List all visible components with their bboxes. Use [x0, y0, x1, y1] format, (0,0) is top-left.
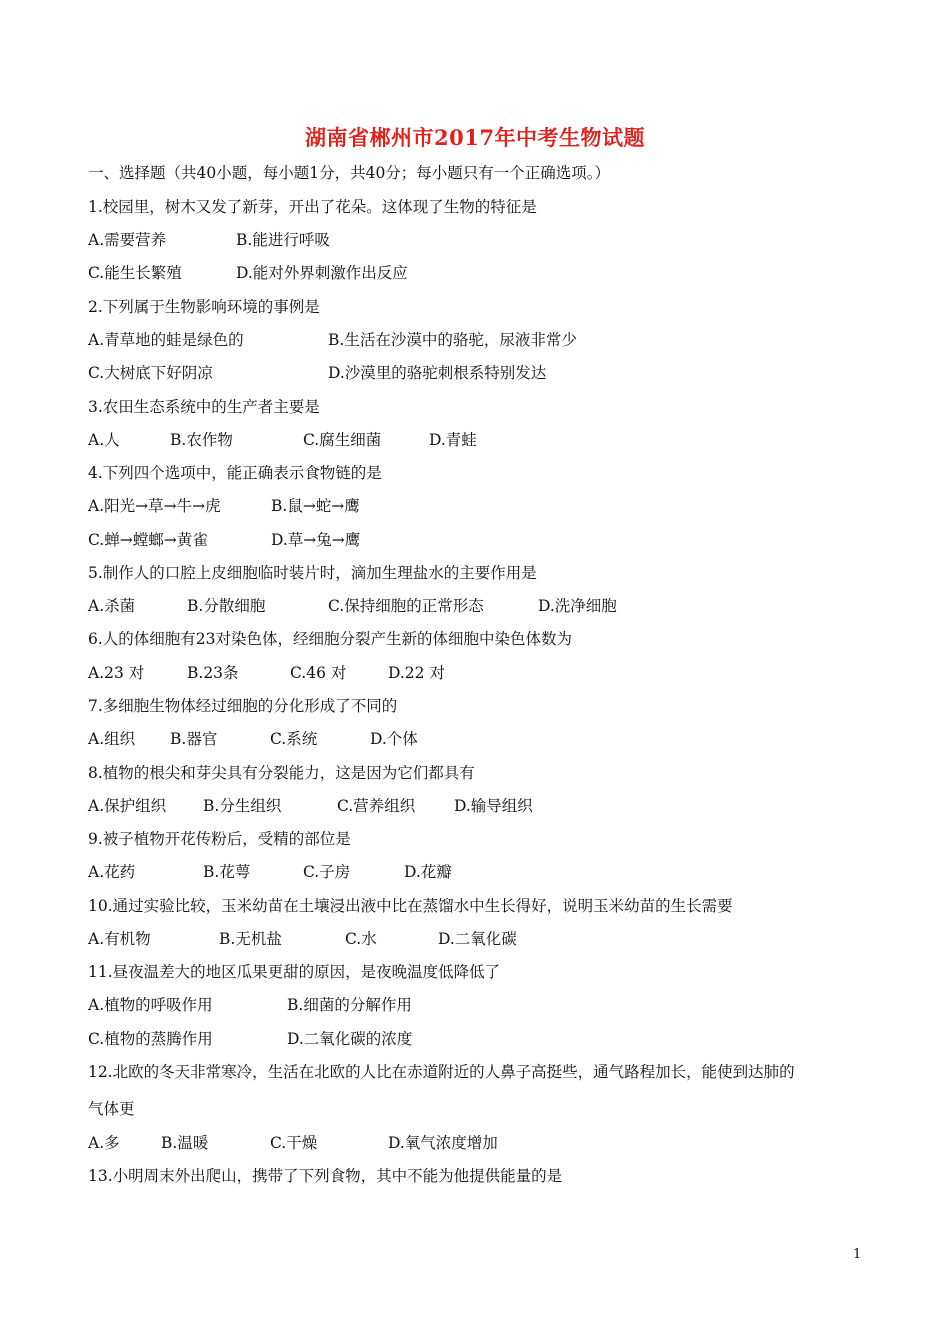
option: D.花瓣 [404, 863, 452, 881]
option: D.沙漠里的骆驼刺根系特别发达 [328, 364, 547, 382]
option: C.能生长繁殖 [88, 264, 182, 282]
option: B.细菌的分解作用 [287, 996, 412, 1014]
question-stem: 7.多细胞生物体经过细胞的分化形成了不同的 [88, 697, 398, 715]
option: A.杀菌 [88, 597, 136, 615]
option: D.二氧化碳的浓度 [287, 1030, 413, 1048]
option: C.水 [345, 930, 377, 948]
option: B.分散细胞 [187, 597, 266, 615]
option: C.蝉→螳螂→黄雀 [88, 531, 208, 549]
option: B.器官 [170, 730, 218, 748]
option: B.无机盐 [219, 930, 282, 948]
question-stem: 12.北欧的冬天非常寒冷，生活在北欧的人比在赤道附近的人鼻子高挺些，通气路程加长，能使到达肺的 [88, 1063, 795, 1081]
option: B.花萼 [203, 863, 251, 881]
option: C.植物的蒸腾作用 [88, 1030, 213, 1048]
option: B.农作物 [170, 431, 233, 449]
option: A.花药 [88, 863, 136, 881]
option: B.生活在沙漠中的骆驼，尿液非常少 [328, 331, 577, 349]
option: B.23条 [187, 664, 239, 682]
option: A.阳光→草→牛→虎 [88, 497, 221, 515]
option: C.大树底下好阴凉 [88, 364, 213, 382]
option: C.营养组织 [337, 797, 416, 815]
option: A.青草地的蛙是绿色的 [88, 331, 244, 349]
page-title: 湖南省郴州市2017年中考生物试题 [305, 125, 645, 150]
question-stem-continued: 气体更 [88, 1100, 135, 1118]
option: B.能进行呼吸 [236, 231, 330, 249]
option: B.鼠→蛇→鹰 [271, 497, 360, 515]
question-stem: 1.校园里，树木又发了新芽，开出了花朵。这体现了生物的特征是 [88, 198, 537, 216]
question-stem: 10.通过实验比较，玉米幼苗在土壤浸出液中比在蒸馏水中生长得好，说明玉米幼苗的生长需要 [88, 897, 733, 915]
option: C.子房 [303, 863, 351, 881]
page-number: 1 [853, 1247, 862, 1262]
question-stem: 5.制作人的口腔上皮细胞临时装片时，滴加生理盐水的主要作用是 [88, 564, 537, 582]
option: D.能对外界刺激作出反应 [236, 264, 408, 282]
option: D.二氧化碳 [438, 930, 517, 948]
question-stem: 13.小明周末外出爬山，携带了下列食物，其中不能为他提供能量的是 [88, 1167, 563, 1185]
question-stem: 11.昼夜温差大的地区瓜果更甜的原因，是夜晚温度低降低了 [88, 963, 501, 981]
option: A.保护组织 [88, 797, 167, 815]
option: A.多 [88, 1134, 120, 1152]
option: A.人 [88, 431, 120, 449]
option: C.46 对 [290, 664, 347, 682]
option: C.干燥 [270, 1134, 318, 1152]
option: D.氧气浓度增加 [388, 1134, 498, 1152]
option: D.青蛙 [429, 431, 477, 449]
option: D.草→兔→鹰 [271, 531, 361, 549]
question-stem: 8.植物的根尖和芽尖具有分裂能力，这是因为它们都具有 [88, 764, 475, 782]
option: A.23 对 [88, 664, 145, 682]
option: C.腐生细菌 [303, 431, 382, 449]
option: D.22 对 [388, 664, 445, 682]
question-stem: 3.农田生态系统中的生产者主要是 [88, 398, 320, 416]
option: A.需要营养 [88, 231, 167, 249]
option: D.洗净细胞 [538, 597, 617, 615]
option: D.输导组织 [454, 797, 533, 815]
option: A.有机物 [88, 930, 151, 948]
option: A.植物的呼吸作用 [88, 996, 213, 1014]
option: C.系统 [270, 730, 318, 748]
option: B.分生组织 [203, 797, 282, 815]
section-heading: 一、选择题（共40小题，每小题1分，共40分；每小题只有一个正确选项。） [88, 164, 611, 182]
question-stem: 6.人的体细胞有23对染色体，经细胞分裂产生新的体细胞中染色体数为 [88, 630, 573, 648]
question-stem: 4.下列四个选项中，能正确表示食物链的是 [88, 464, 382, 482]
option: A.组织 [88, 730, 136, 748]
question-stem: 2.下列属于生物影响环境的事例是 [88, 298, 320, 316]
option: B.温暖 [161, 1134, 209, 1152]
option: C.保持细胞的正常形态 [328, 597, 484, 615]
option: D.个体 [370, 730, 418, 748]
question-stem: 9.被子植物开花传粉后，受精的部位是 [88, 830, 351, 848]
